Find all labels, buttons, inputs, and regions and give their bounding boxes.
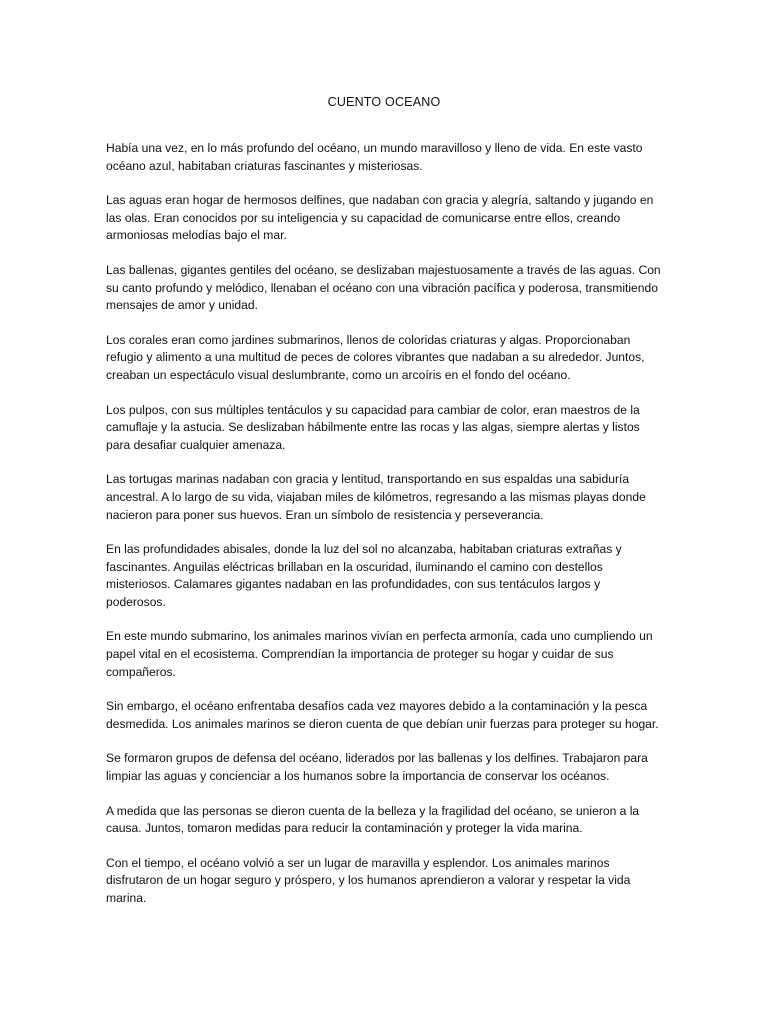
paragraph: Con el tiempo, el océano volvió a ser un lugar de maravilla y esplendor. Los animales marinos disfrutaron de un hogar seguro y próspero, y los humanos aprendieron a valorar y respetar la vida marina. <box>106 855 631 905</box>
document-body <box>106 140 662 925</box>
paragraph: A medida que las personas se dieron cuenta de la belleza y la fragilidad del océano, se unieron a la causa. Juntos, tomaron medidas para reducir la contaminación y proteger la vida marina. <box>106 803 640 836</box>
paragraph: Los corales eran como jardines submarinos, llenos de coloridas criaturas y algas. Proporcionaban refugio y alimento a una multitud de peces de colores vibrantes que nadaban a su alrededor. Juntos, creaban un espectáculo visual deslumbrante, como un arcoíris en el fondo del océano. <box>106 332 645 382</box>
paragraph: Los pulpos, con sus múltiples tentáculos y su capacidad para cambiar de color, eran maestros de la camuflaje y la astucia. Se deslizaban hábilmente entre las rocas y las algas, siempre alertas y listos para desafiar cualquier amenaza. <box>106 402 640 452</box>
paragraph: En las profundidades abisales, donde la luz del sol no alcanzaba, habitaban criaturas extrañas y fascinantes. Anguilas eléctricas brillaban en la oscuridad, iluminando el camino con destellos misteriosos. Calamares gigantes nadaban en las profundidades, con sus tentáculos largos y poderosos. <box>106 542 622 609</box>
paragraph: Las ballenas, gigantes gentiles del océano, se deslizaban majestuosamente a través de las aguas. Con su canto profundo y melódico, llenaban el océano con una vibración pacífica y poderosa, transmitiendo mensajes de amor y unidad. <box>106 262 661 313</box>
paragraph: Las aguas eran hogar de hermosos delfines, que nadaban con gracia y alegría, saltando y jugando en las olas. Eran conocidos por su inteligencia y su capacidad de comunicarse entre ellos, creando armoniosas melodías bajo el mar. <box>106 193 654 243</box>
paragraph: Las tortugas marinas nadaban con gracia y lentitud, transportando en sus espaldas una sabiduría ancestral. A lo largo de su vida, viajaban miles de kilómetros, regresando a las mismas playas donde nacieron para poner sus huevos. Eran un símbolo de resistencia y perseverancia. <box>106 472 646 522</box>
paragraph: Sin embargo, el océano enfrentaba desafíos cada vez mayores debido a la contaminación y la pesca desmedida. Los animales marinos se dieron cuenta de que debían unir fuerzas para proteger su hogar. <box>106 699 659 731</box>
paragraph: En este mundo submarino, los animales marinos vivían en perfecta armonía, cada uno cumpliendo un papel vital en el ecosistema. Comprendían la importancia de proteger su hogar y cuidar de sus compañeros. <box>106 629 653 679</box>
paragraph: Había una vez, en lo más profundo del océano, un mundo maravilloso y lleno de vida. En este vasto océano azul, habitaban criaturas fascinantes y misteriosas. <box>106 141 643 173</box>
paragraph: Se formaron grupos de defensa del océano, liderados por las ballenas y los delfines. Trabajaron para limpiar las aguas y concienciar a los humanos sobre la importancia de conservar los océanos. <box>106 751 648 784</box>
document-title: CUENTO OCEANO <box>327 95 441 109</box>
